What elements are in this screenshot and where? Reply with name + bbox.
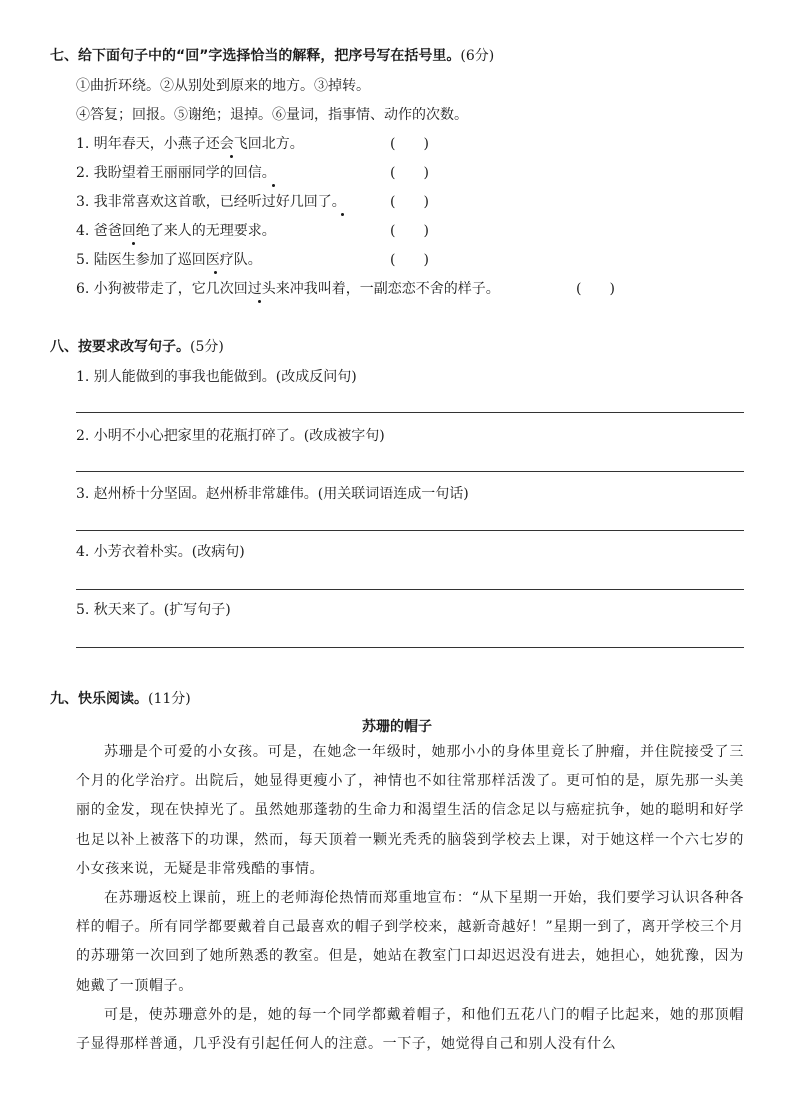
section8-heading-text: 八、按要求改写句子。: [50, 339, 190, 355]
section7-item-1: 1. 明年春天，小燕子还会飞回北方。: [76, 136, 304, 152]
answer-paren-2[interactable]: ( ): [390, 165, 429, 181]
section7-heading-text: 七、给下面句子中的“回”字选择恰当的解释，把序号写在括号里。: [50, 48, 461, 64]
answer-paren-1[interactable]: ( ): [390, 136, 429, 152]
section8-item-5: 5. 秋天来了。(扩写句子): [76, 602, 231, 618]
section8-item-3: 3. 赵州桥十分坚固。赵州桥非常雄伟。(用关联词语连成一句话): [76, 486, 469, 502]
section7-options-line1: ①曲折环绕。②从别处到原来的地方。③掉转。: [76, 78, 370, 94]
section8-heading: [50, 338, 224, 356]
answer-line-2[interactable]: [76, 471, 744, 472]
section7-item-6: 6. 小狗被带走了，它几次回过头来冲我叫着，一副恋恋不舍的样子。: [76, 281, 500, 297]
reading-paragraph-2: 在苏珊返校上课前，班上的老师海伦热情而郑重地宣布：“从下星期一开始，我们要学习认识各种各样的帽子。所有同学都要戴着自己最喜欢的帽子到学校来，越新奇越好！”星期一到了，离开学校三个月的苏珊第一次回到了她所熟悉的教室。但是，她站在教室门口却迟迟没有进去，她担心，她犹豫，因为她戴了一顶帽子。: [76, 890, 744, 994]
section9-heading: [50, 690, 191, 708]
section7-item-5: 5. 陆医生参加了巡回医疗队。: [76, 252, 262, 268]
section7-item-2: 2. 我盼望着王丽丽同学的回信。: [76, 165, 276, 181]
emphasis-dot: [272, 184, 275, 187]
reading-paragraph-1: 苏珊是个可爱的小女孩。可是，在她念一年级时，她那小小的身体里竟长了肿瘤，并住院接受了三个月的化学治疗。出院后，她显得更瘦小了，神情也不如往常那样活泼了。更可怕的是，原先那一头美丽的金发，现在快掉光了。虽然她那蓬勃的生命力和渴望生活的信念足以与癌症抗争，她的聪明和好学也足以补上被落下的功课，然而，每天顶着一颗光秃秃的脑袋到学校去上课，对于她这样一个六七岁的小女孩来说，无疑是非常残酷的事情。: [76, 744, 744, 877]
section8-score: (5分): [190, 339, 224, 355]
section8-item-4: 4. 小芳衣着朴实。(改病句): [76, 544, 245, 560]
answer-paren-5[interactable]: ( ): [390, 252, 429, 268]
answer-line-1[interactable]: [76, 412, 744, 413]
emphasis-dot: [341, 213, 344, 216]
emphasis-dot: [214, 271, 217, 274]
answer-line-3[interactable]: [76, 530, 744, 531]
answer-line-4[interactable]: [76, 589, 744, 590]
reading-paragraph-3: 可是，使苏珊意外的是，她的每一个同学都戴着帽子，和他们五花八门的帽子比起来，她的那顶帽子显得那样普通，几乎没有引起任何人的注意。一下子，她觉得自己和别人没有什么: [76, 1006, 744, 1053]
emphasis-dot: [132, 242, 135, 245]
section8-item-1: 1. 别人能做到的事我也能做到。(改成反问句): [76, 369, 357, 385]
section7-item-3: 3. 我非常喜欢这首歌，已经听过好几回了。: [76, 194, 346, 210]
answer-paren-4[interactable]: ( ): [390, 223, 429, 239]
answer-paren-6[interactable]: ( ): [576, 281, 615, 297]
section7-item-4: 4. 爸爸回绝了来人的无理要求。: [76, 223, 276, 239]
reading-title: 苏珊的帽子: [362, 719, 432, 735]
section9-heading-text: 九、快乐阅读。: [50, 691, 148, 707]
answer-paren-3[interactable]: ( ): [390, 194, 429, 210]
answer-line-5[interactable]: [76, 647, 744, 648]
reading-passage: [76, 738, 744, 1059]
section9-score: (11分): [148, 691, 191, 707]
section7-score: (6分): [460, 48, 495, 64]
section7-heading: [50, 47, 494, 65]
section8-item-2: 2. 小明不小心把家里的花瓶打碎了。(改成被字句): [76, 428, 385, 444]
section7-options-line2: ④答复；回报。⑤谢绝；退掉。⑥量词，指事情、动作的次数。: [76, 107, 468, 123]
emphasis-dot: [230, 155, 233, 158]
emphasis-dot: [258, 300, 261, 303]
